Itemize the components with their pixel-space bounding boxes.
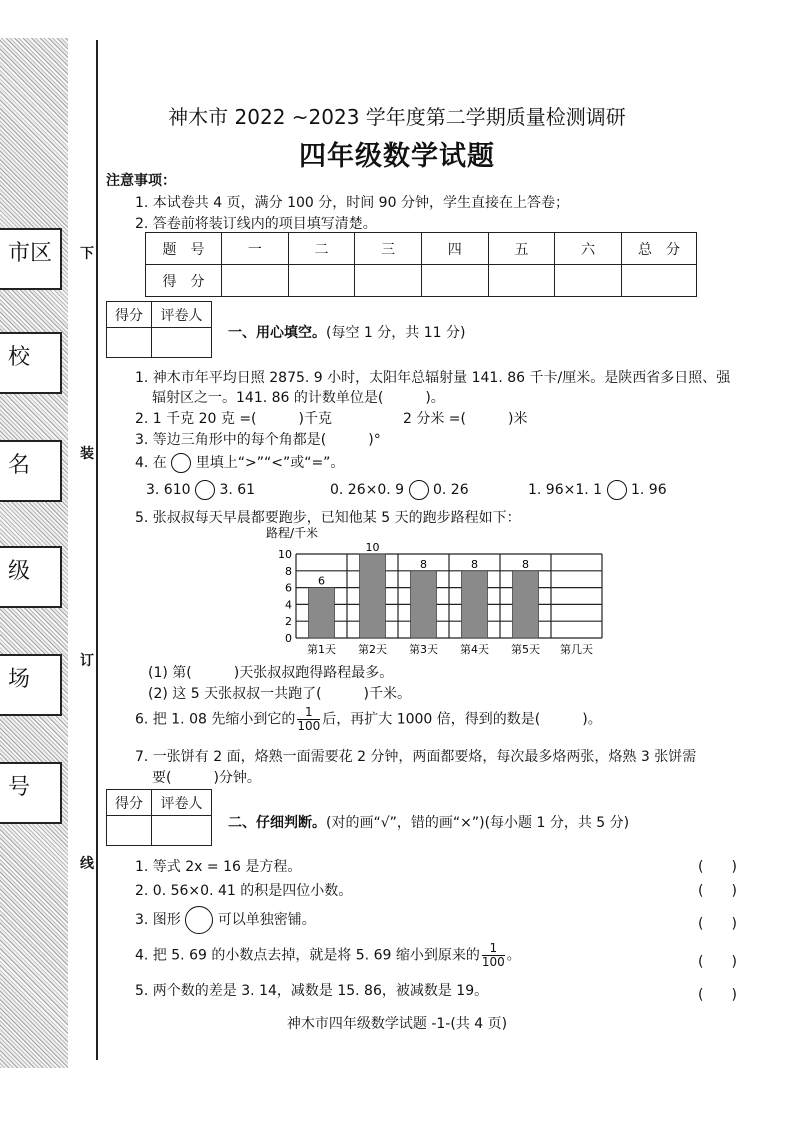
y-axis-label: 路程/千米 xyxy=(266,526,319,540)
bar-value-label: 8 xyxy=(471,557,478,571)
score-header-cell: 题 号 xyxy=(146,233,222,265)
notice-heading: 注意事项： xyxy=(106,173,176,189)
school-box[interactable] xyxy=(0,332,62,394)
fraction-numerator: 1 xyxy=(297,706,320,720)
notice-item-1: 1. 本试卷共 4 页，满分 100 分，时间 90 分钟，学生直接在上答卷； xyxy=(135,195,569,211)
score-header-cell: 六 xyxy=(555,233,622,265)
q7-line2: 要( )分钟。 xyxy=(152,770,261,786)
x-tick-label: 第3天 xyxy=(409,643,438,656)
bar-value-label: 8 xyxy=(420,557,427,571)
grader-name-cell[interactable] xyxy=(152,816,212,846)
score-cell[interactable] xyxy=(622,265,697,297)
binding-char-zhuang: 装 xyxy=(80,443,94,463)
seat-number-label: 号 xyxy=(8,775,31,800)
bar xyxy=(309,588,335,638)
judge-q5: 5. 两个数的差是 3. 14，减数是 15. 86，被减数是 19。 xyxy=(135,983,489,999)
score-row-label: 得 分 xyxy=(146,265,222,297)
running-distance-chart xyxy=(260,524,640,664)
judge-answer-4[interactable]: ( ) xyxy=(698,954,737,970)
grader-box-2 xyxy=(106,789,212,846)
school-label: 校 xyxy=(8,345,31,370)
section1-heading: 一、用心填空。 xyxy=(228,325,326,341)
q4-item-right: 1. 96 xyxy=(630,482,667,498)
q4-pre: 4. 在 xyxy=(135,455,167,471)
grader-name-label: 评卷人 xyxy=(152,790,212,816)
judge-q4-post: 。 xyxy=(506,947,521,964)
section1-note: (每空 1 分，共 11 分) xyxy=(326,325,466,341)
x-tick-label: 第1天 xyxy=(307,643,336,656)
q4-item-right: 3. 61 xyxy=(219,482,256,498)
city-label: 市区 xyxy=(8,241,53,266)
y-tick-label: 4 xyxy=(285,598,292,612)
q4-post: 里填上“>”“<”或“=”。 xyxy=(195,455,345,471)
answer-circle[interactable] xyxy=(409,480,429,500)
judge-q3-pre: 3. 图形 xyxy=(135,912,181,928)
q5-sub1: (1) 第( )天张叔叔跑得路程最多。 xyxy=(148,665,394,681)
score-header-cell: 四 xyxy=(421,233,488,265)
score-cell[interactable] xyxy=(555,265,622,297)
seat-number-box[interactable] xyxy=(0,762,62,824)
binding-char-ding: 订 xyxy=(80,650,94,670)
score-header-cell: 五 xyxy=(488,233,555,265)
answer-circle[interactable] xyxy=(607,480,627,500)
bar-value-label: 8 xyxy=(522,557,529,571)
q4-item-3 xyxy=(528,480,667,500)
q4-item-left: 0. 26×0. 9 xyxy=(330,482,405,498)
q3: 3. 等边三角形中的每个角都是( )° xyxy=(135,432,381,448)
binding-char-xian: 线 xyxy=(80,853,94,873)
y-tick-label: 2 xyxy=(285,615,292,629)
name-box[interactable] xyxy=(0,440,62,502)
q4-item-2 xyxy=(330,480,469,500)
score-header-cell: 总 分 xyxy=(622,233,697,265)
binding-char-xia: 下 xyxy=(80,243,94,263)
q1-line1: 1. 神木市年平均日照 2875. 9 小时，太阳年总辐射量 141. 86 千卡/厘米。是陕西省多日照、强 xyxy=(135,370,731,386)
y-tick-label: 6 xyxy=(285,581,292,595)
q7-line1: 7. 一张饼有 2 面，烙熟一面需要花 2 分钟，两面都要烙，每次最多烙两张，烙熟 3 张饼需 xyxy=(135,749,697,765)
exam-room-label: 场 xyxy=(8,667,31,692)
notice-item-2: 2. 答卷前将装订线内的项目填写清楚。 xyxy=(135,216,377,232)
q6-pre: 6. 把 1. 08 先缩小到它的 xyxy=(135,711,296,728)
score-header-cell: 二 xyxy=(288,233,355,265)
score-cell[interactable] xyxy=(355,265,422,297)
judge-answer-2[interactable]: ( ) xyxy=(698,883,737,899)
grader-name-label: 评卷人 xyxy=(152,302,212,328)
y-tick-label: 10 xyxy=(278,548,292,561)
page-footer: 神木市四年级数学试题 -1-(共 4 页) xyxy=(286,1016,508,1032)
score-cell[interactable] xyxy=(288,265,355,297)
bar xyxy=(462,571,488,638)
circle-shape-icon xyxy=(185,906,213,934)
q5-sub2: (2) 这 5 天张叔叔一共跑了( )千米。 xyxy=(148,686,412,702)
grader-score-label: 得分 xyxy=(107,790,152,816)
q4-item-left: 1. 96×1. 1 xyxy=(528,482,603,498)
section2-title xyxy=(228,812,629,832)
class-label: 级 xyxy=(8,559,31,584)
q6 xyxy=(135,706,602,733)
judge-q4 xyxy=(135,942,521,969)
fraction-denominator: 100 xyxy=(481,955,505,969)
city-box[interactable] xyxy=(0,228,62,290)
judge-q3 xyxy=(135,906,316,934)
name-label: 名 xyxy=(8,453,31,478)
judge-q3-post: 可以单独密铺。 xyxy=(217,912,316,928)
grader-name-cell[interactable] xyxy=(152,328,212,358)
circle-icon xyxy=(171,453,191,473)
y-tick-label: 0 xyxy=(285,632,292,645)
score-header-cell: 三 xyxy=(355,233,422,265)
judge-answer-3[interactable]: ( ) xyxy=(698,916,737,932)
exam-header: 神木市 2022 ~2023 学年度第二学期质量检测调研 xyxy=(168,105,626,129)
judge-answer-5[interactable]: ( ) xyxy=(698,987,737,1003)
judge-answer-1[interactable]: ( ) xyxy=(698,859,737,875)
bar xyxy=(360,554,386,638)
x-tick-label: 第5天 xyxy=(511,643,540,656)
grader-box-1 xyxy=(106,301,212,358)
section2-heading: 二、仔细判断。 xyxy=(228,815,326,831)
exam-title: 四年级数学试题 xyxy=(299,141,495,172)
score-cell[interactable] xyxy=(222,265,289,297)
answer-circle[interactable] xyxy=(195,480,215,500)
q4-item-right: 0. 26 xyxy=(432,482,469,498)
fraction-numerator: 1 xyxy=(482,942,505,956)
score-cell[interactable] xyxy=(421,265,488,297)
judge-q2: 2. 0. 56×0. 41 的积是四位小数。 xyxy=(135,883,353,899)
score-cell[interactable] xyxy=(488,265,555,297)
section2-note: (对的画“√”，错的画“×”)(每小题 1 分，共 5 分) xyxy=(326,815,630,831)
y-tick-label: 8 xyxy=(285,564,292,578)
q4-instruction xyxy=(135,452,344,473)
q1-line2: 辐射区之一。141. 86 的计数单位是( )。 xyxy=(152,390,445,406)
x-tick-label: 第2天 xyxy=(358,643,387,656)
fraction xyxy=(482,942,505,969)
q2-part1: 2. 1 千克 20 克 =( )千克 xyxy=(135,411,332,427)
judge-q4-pre: 4. 把 5. 69 的小数点去掉，就是将 5. 69 缩小到原来的 xyxy=(135,947,480,964)
x-axis-label: 第几天 xyxy=(560,643,593,656)
x-tick-label: 第4天 xyxy=(460,643,489,656)
bar xyxy=(411,571,437,638)
bar-value-label: 10 xyxy=(365,541,380,554)
q2-part2: 2 分米 =( )米 xyxy=(403,411,528,427)
grader-score-label: 得分 xyxy=(107,302,152,328)
section1-title xyxy=(228,322,465,342)
bar-value-label: 6 xyxy=(318,574,325,588)
q4-item-1 xyxy=(146,480,255,500)
score-table xyxy=(145,232,697,297)
fraction-denominator: 100 xyxy=(297,719,321,733)
class-box[interactable] xyxy=(0,546,62,608)
binding-line xyxy=(96,40,98,1060)
q6-post: 后，再扩大 1000 倍，得到的数是( )。 xyxy=(322,711,602,728)
judge-q1: 1. 等式 2x = 16 是方程。 xyxy=(135,859,302,875)
exam-room-box[interactable] xyxy=(0,654,62,716)
q5: 5. 张叔叔每天早晨都要跑步，已知他某 5 天的跑步路程如下： xyxy=(135,510,521,526)
q4-item-left: 3. 610 xyxy=(146,482,191,498)
score-header-cell: 一 xyxy=(222,233,289,265)
fraction xyxy=(297,706,320,733)
bar xyxy=(513,571,539,638)
grader-score-cell[interactable] xyxy=(107,816,152,846)
grader-score-cell[interactable] xyxy=(107,328,152,358)
